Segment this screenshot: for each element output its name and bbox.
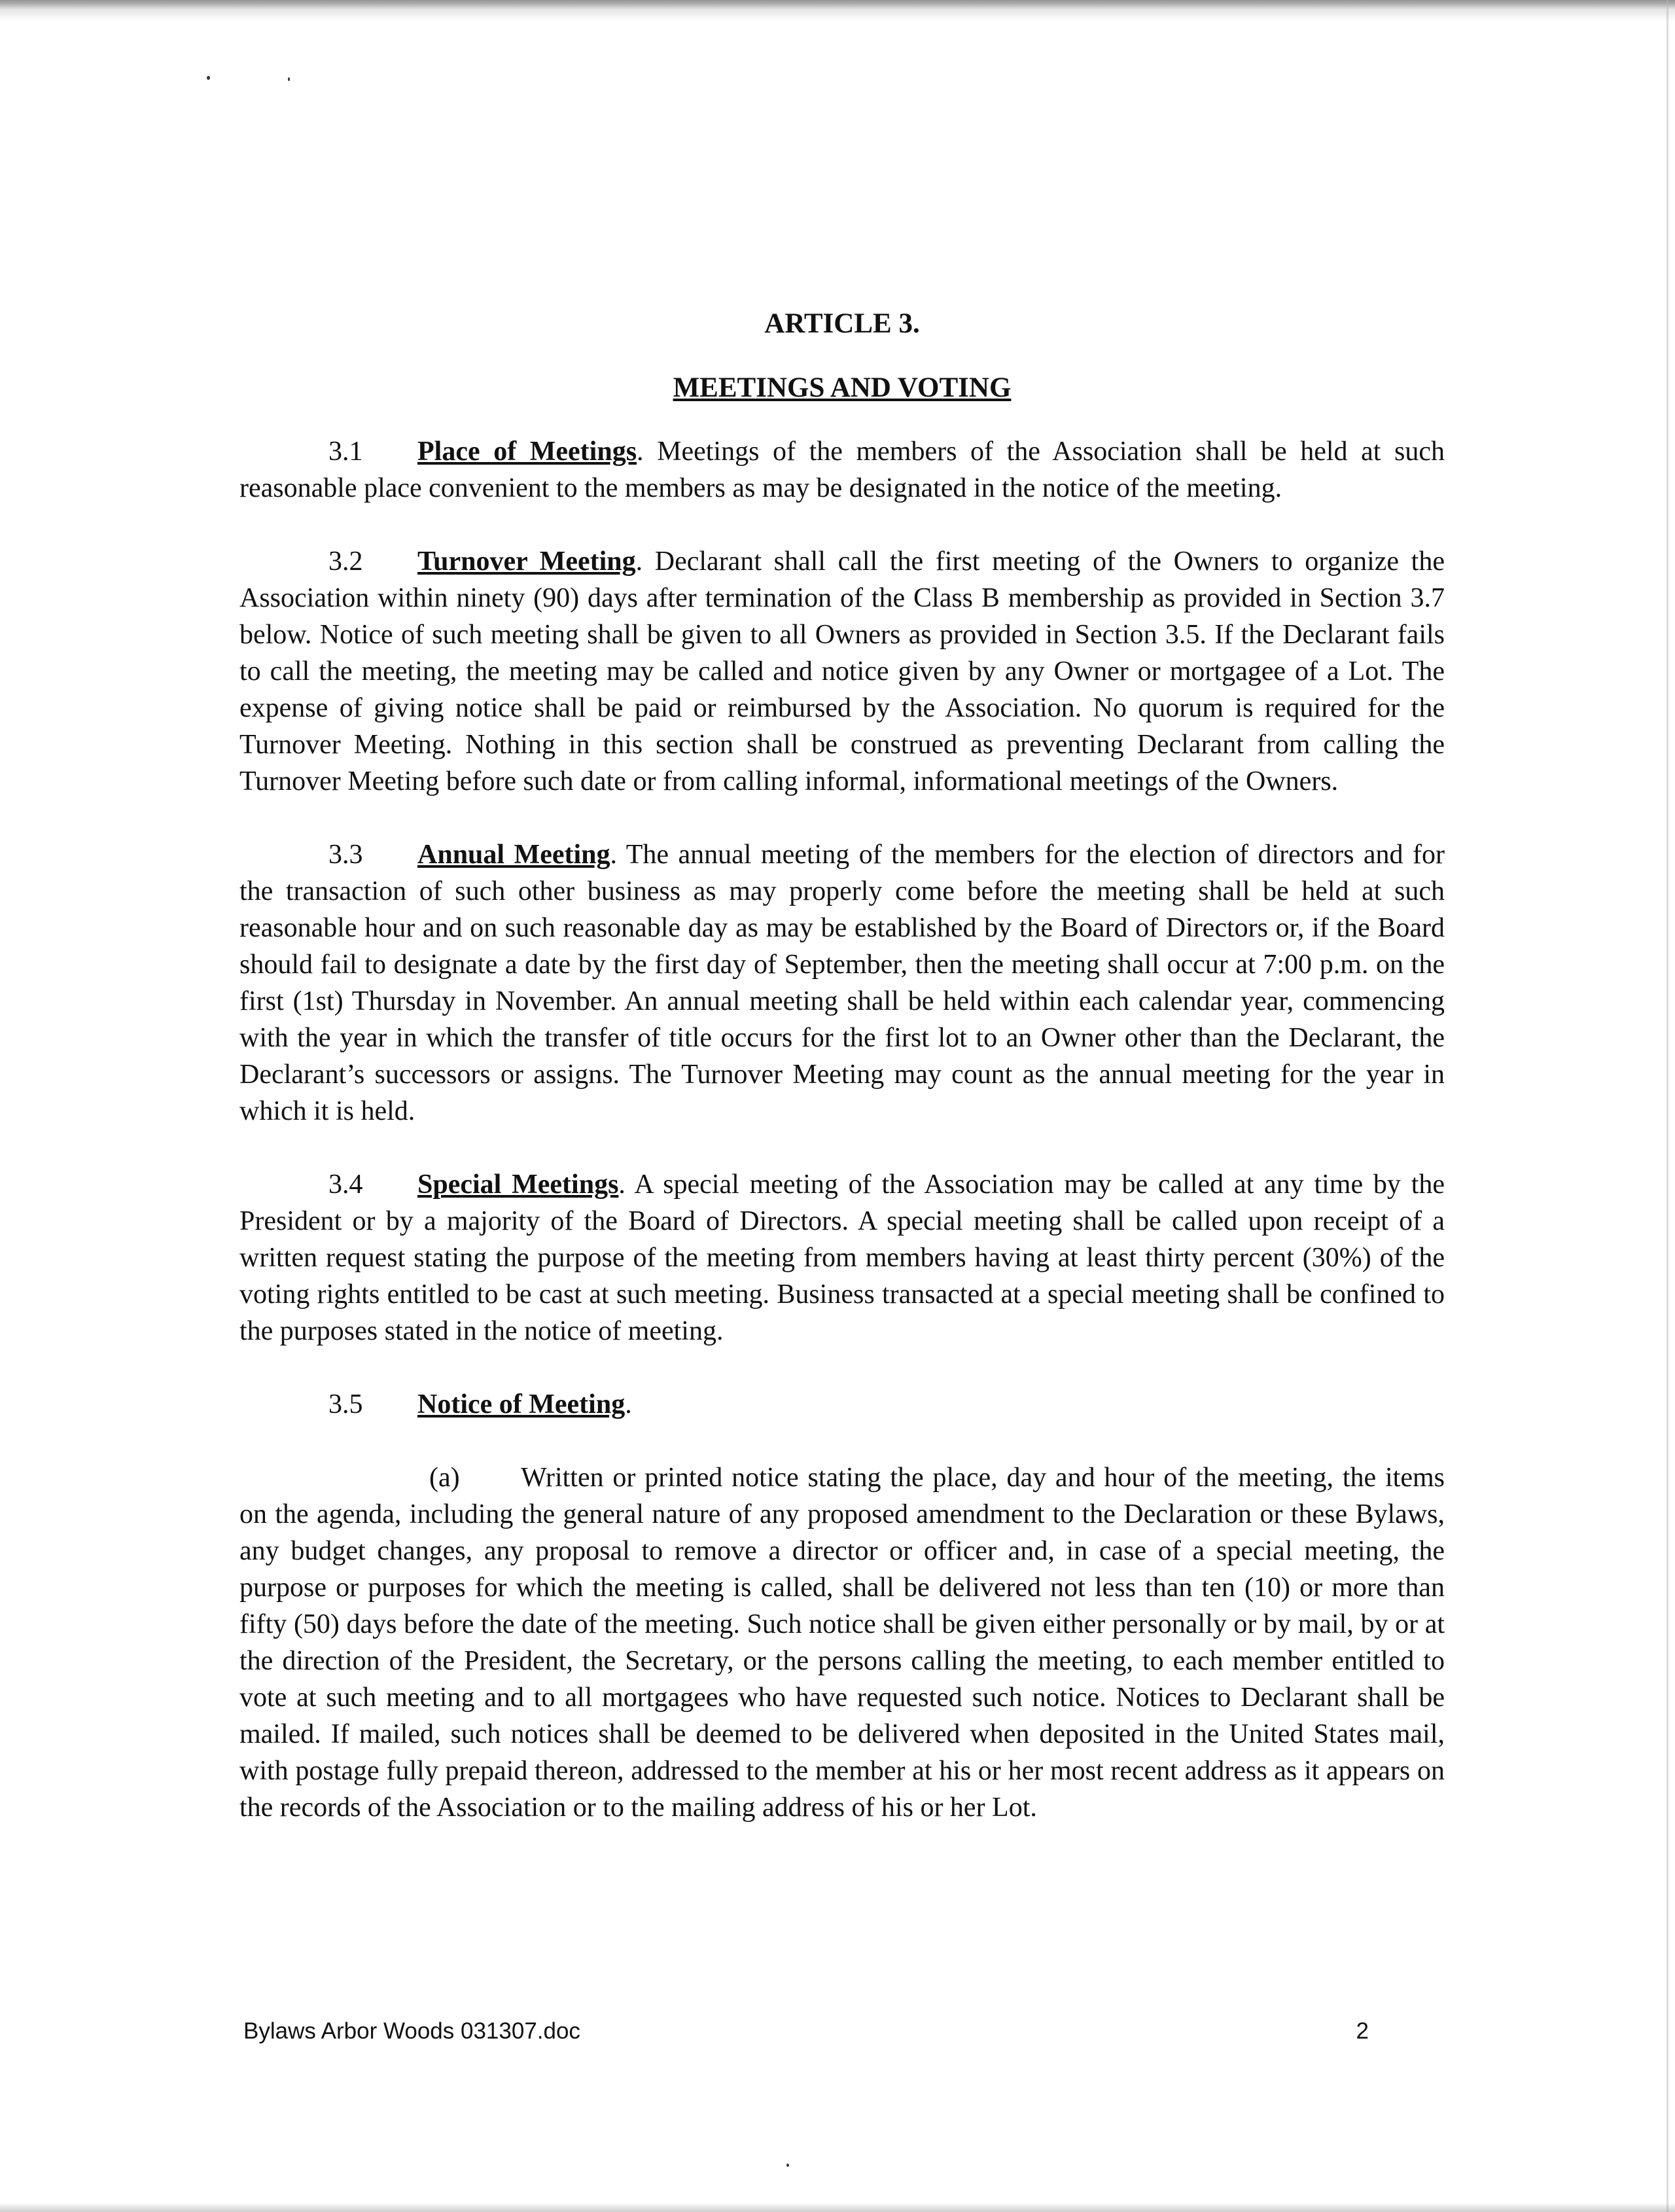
section-number: 3.5: [328, 1389, 363, 1419]
document-page: [239, 308, 1445, 1863]
footer-page-number: 2: [1356, 2018, 1369, 2044]
section-3-2: [239, 543, 1445, 800]
section-title: Turnover Meeting: [417, 546, 636, 577]
section-text: . Meetings of the members of the Association shall be held at such reasonable place convenient to the members as may be designated in the notice of the meeting.: [239, 437, 1445, 503]
scan-bottom-edge: [0, 2203, 1675, 2212]
section-number: 3.3: [328, 840, 363, 870]
section-title: Notice of Meeting: [417, 1389, 626, 1419]
section-title: Annual Meeting: [417, 840, 610, 870]
section-3-3: [239, 836, 1445, 1130]
section-3-4: [239, 1166, 1445, 1349]
scan-speck: [786, 2164, 789, 2167]
section-text: . A special meeting of the Association may be called at any time by the President or by a majority of the Board of Directors. A special meeting shall be called upon receipt of a written request stating the purpose of the meeting from members having at least thirty percent (30%) of the voting rights entitled to be cast at such meeting. Business transacted at a special meeting shall be confined to the purposes stated in the notice of meeting.: [239, 1169, 1445, 1346]
scan-speck: [207, 76, 210, 80]
section-text: .: [625, 1389, 632, 1419]
page-footer: [243, 2018, 1369, 2044]
scan-speck: [288, 77, 290, 81]
article-title: MEETINGS AND VOTING: [673, 372, 1012, 403]
article-number: ARTICLE 3.: [764, 308, 920, 339]
section-number: 3.2: [328, 546, 363, 577]
section-number: 3.1: [328, 437, 363, 467]
subsection-text: Written or printed notice stating the place, day and hour of the meeting, the items on the agenda, including the general nature of any proposed amendment to the Declaration or these Bylaws, any budget changes, any proposal to remove a director or officer and, in case of a special meeting, the purpose or purposes for which the meeting is called, shall be delivered not less than ten (10) or more than fifty (50) days before the date of the meeting. Such notice shall be given either personally or by mail, by or at the direction of the President, the Secretary, or the persons calling the meeting, to each member entitled to vote at such meeting and to all mortgagees who have requested such notice. Notices to Declarant shall be mailed. If mailed, such notices shall be deemed to be delivered when deposited in the United States mail, with postage fully prepaid thereon, addressed to the member at his or her most recent address as it appears on the records of the Association or to the mailing address of his or her Lot.: [239, 1463, 1445, 1823]
scan-right-edge: [1666, 0, 1668, 2212]
section-title: Place of Meetings: [417, 437, 637, 467]
section-title: Special Meetings: [417, 1169, 619, 1200]
section-text: . The annual meeting of the members for the election of directors and for the transaction of such other business as may properly come before the meeting shall be held at such reasonable hour and on such reasonable day as may be established by the Board of Directors or, if the Board should fail to designate a date by the first day of September, then the meeting shall occur at 7:00 p.m. on the first (1st) Thursday in November. An annual meeting shall be held within each calendar year, commencing with the year in which the transfer of title occurs for the first lot to an Owner other than the Declarant, the Declarant’s successors or assigns. The Turnover Meeting may count as the annual meeting for the year in which it is held.: [239, 840, 1445, 1126]
section-3-5: [239, 1386, 1445, 1423]
section-text: . Declarant shall call the first meeting of the Owners to organize the Association within ninety (90) days after termination of the Class B membership as provided in Section 3.7 below. Notice of such meeting shall be given to all Owners as provided in Section 3.5. If the Declarant fails to call the meeting, the meeting may be called and notice given by any Owner or mortgagee of a Lot. The expense of giving notice shall be paid or reimbursed by the Association. No quorum is required for the Turnover Meeting. Nothing in this section shall be construed as preventing Declarant from calling the Turnover Meeting before such date or from calling informal, informational meetings of the Owners.: [239, 546, 1445, 796]
section-3-1: [239, 433, 1445, 507]
subsection-a: [239, 1459, 1445, 1826]
scan-top-edge: [0, 0, 1675, 26]
section-number: 3.4: [328, 1169, 363, 1200]
subsection-label: (a): [429, 1463, 460, 1493]
footer-filename: Bylaws Arbor Woods 031307.doc: [243, 2018, 580, 2044]
